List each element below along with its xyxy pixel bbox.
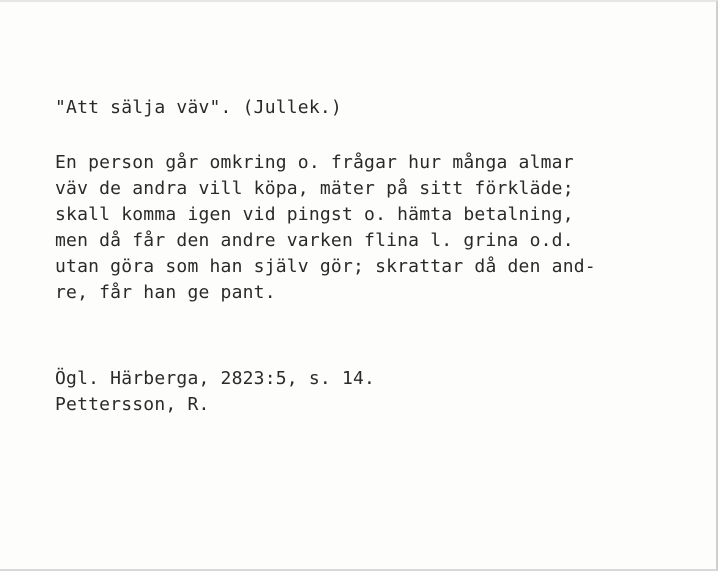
body-line: men då får den andre varken flina l. grina o.d. [55,230,574,251]
body-line: utan göra som han själv gör; skrattar då den and- [55,256,596,277]
source-informant: Pettersson, R. [55,394,210,415]
body-line: En person går omkring o. frågar hur många almar [55,152,574,173]
source-location: Ögl. Härberga, 2823:5, s. 14. [55,368,376,389]
body-line: skall komma igen vid pingst o. hämta betalning, [55,204,574,225]
body-line: väv de andra vill köpa, mäter på sitt förkläde; [55,178,574,199]
card-title: "Att sälja väv". (Jullek.) [55,97,342,118]
body-line: re, får han ge pant. [55,282,276,303]
